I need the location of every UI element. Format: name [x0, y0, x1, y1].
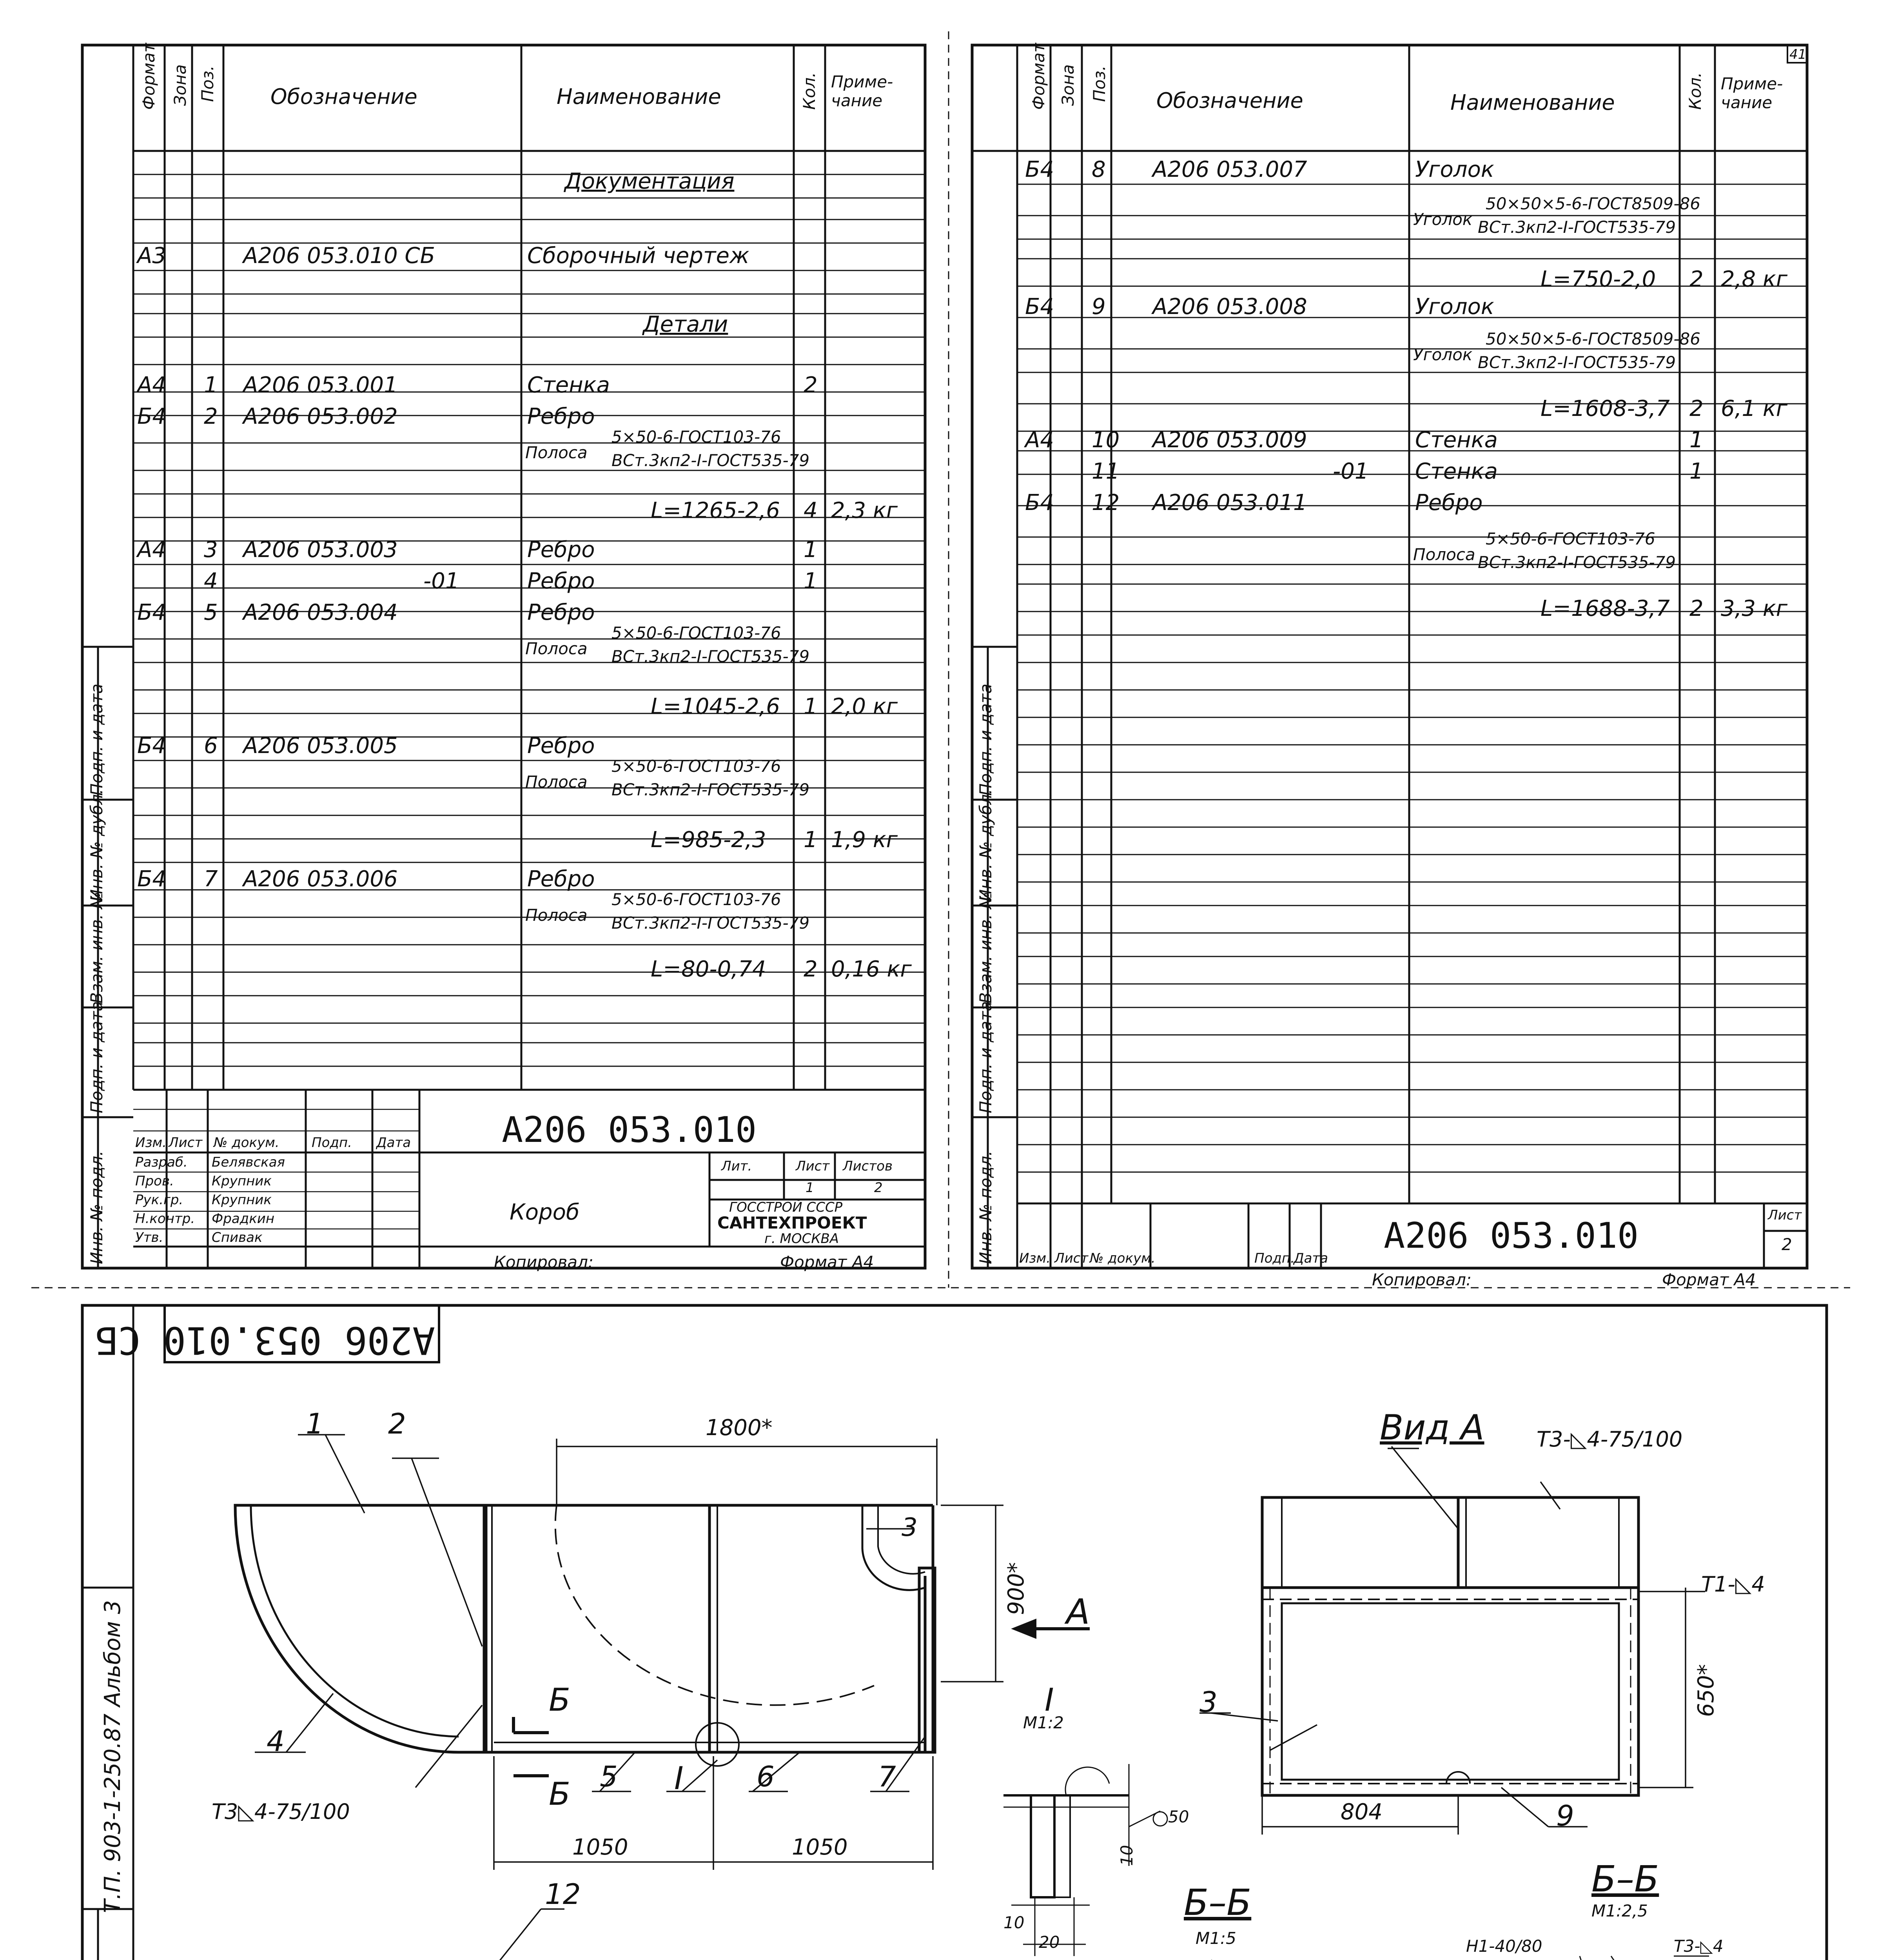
pos-3: 3 [902, 1513, 918, 1542]
pos-6: 6 [757, 1760, 775, 1793]
row-name: Уголок [1415, 157, 1494, 182]
tb1-person: Крупник [212, 1192, 272, 1208]
pos-12: 12 [545, 1878, 581, 1911]
row-name: Ребро [1415, 490, 1483, 515]
row-length: L=80-0,74 [651, 956, 766, 982]
section-vv-title: Б–Б [1591, 1858, 1659, 1900]
row-name: Стенка [1415, 427, 1498, 453]
tb1-role: Н.контр. [135, 1211, 195, 1227]
row-qty: 1 [804, 694, 818, 719]
header-name: Наименование [557, 84, 721, 109]
material-label: Полоса [525, 639, 588, 658]
detail-d50: 50 [1168, 1807, 1189, 1826]
row-qty: 1 [1689, 459, 1704, 484]
detail-d20: 20 [1039, 1933, 1060, 1952]
header-designation: Обозначение [270, 84, 417, 109]
s2-header-format: Формат [1029, 43, 1048, 110]
section-b-top: Б [549, 1682, 570, 1718]
row-note: 2,0 кг [831, 694, 898, 719]
spec2-frame [972, 45, 1807, 1268]
row-format: А4 [137, 537, 166, 563]
album-note: Т.П. 903-1-250.87 Альбом 3 [100, 1600, 125, 1913]
row-format: Б4 [137, 733, 167, 759]
header-qty: Кол. [800, 72, 819, 110]
pos-5: 5 [600, 1760, 618, 1793]
row-pos: 7 [204, 866, 218, 892]
tb1-copied: Копировал: [494, 1252, 594, 1272]
s2-side-label-4: Подп. и дата [976, 1001, 995, 1113]
s2-header-name: Наименование [1450, 90, 1615, 115]
weld-top: Т3-◺4-75/100 [1537, 1427, 1683, 1452]
tb2-col-3: Подп. [1254, 1250, 1295, 1266]
tb1-role: Утв. [135, 1230, 163, 1245]
tb1-person: Белявская [212, 1154, 285, 1170]
section-b-bottom: Б [549, 1776, 570, 1812]
row-qty: 1 [804, 827, 818, 853]
section-bb-scale: М1:5 [1196, 1929, 1236, 1948]
tb2-col-2: № докум. [1090, 1250, 1156, 1266]
row-name: Стенка [1415, 459, 1498, 484]
material-line1: 5×50-6-ГОСТ103-76 [1486, 529, 1655, 548]
material-label: Уголок [1413, 345, 1473, 364]
detail-i [1003, 1764, 1167, 1956]
tb1-person: Спивак [212, 1230, 263, 1245]
s2-side-label-1: Подп. и дата [976, 683, 995, 796]
tb2-col-1: Лист [1054, 1250, 1089, 1266]
s2-side-label-3: Взам. инв. № [976, 891, 995, 1004]
material-line1: 5×50-6-ГОСТ103-76 [611, 623, 781, 642]
row-pos: 6 [204, 733, 218, 759]
s2-header-note: Приме-чание [1721, 74, 1783, 112]
row-length: L=1265-2,6 [651, 498, 780, 523]
row-designation: -01 [423, 568, 459, 594]
tb1-role: Пров. [135, 1173, 174, 1189]
s2-header-pos: Поз. [1090, 65, 1109, 102]
row-length: L=1688-3,7 [1541, 596, 1670, 621]
row-format: А4 [1025, 427, 1054, 453]
pos-4: 4 [267, 1725, 285, 1758]
pos-9: 9 [1556, 1799, 1574, 1832]
detail-i-scale: М1:2 [1023, 1713, 1064, 1732]
tb1-col-4: Дата [376, 1135, 411, 1151]
spec2-code: А206 053.010 [1384, 1215, 1639, 1256]
row-designation: А206 053.010 СБ [243, 243, 435, 269]
row-qty: 1 [804, 537, 818, 563]
row-pos: 11 [1092, 459, 1120, 484]
section-vv-scale: М1:2,5 [1591, 1901, 1648, 1920]
tb1-org2: САНТЕХПРОЕКТ [717, 1213, 867, 1232]
row-name: Уголок [1415, 294, 1494, 319]
tb1-sheets: 2 [874, 1180, 883, 1196]
header-zone: Зона [171, 64, 190, 106]
row-note: 0,16 кг [831, 956, 912, 982]
row-qty: 2 [1689, 596, 1704, 621]
detail-d10a: 10 [1117, 1845, 1136, 1866]
material-line1: 50×50×5-6-ГОСТ8509-86 [1486, 194, 1700, 213]
row-note: 2,3 кг [831, 498, 898, 523]
row-pos: 9 [1092, 294, 1106, 319]
dim-900: 900* [1003, 1562, 1029, 1615]
side-label-3: Взам. инв. № [87, 891, 106, 1004]
row-length: L=750-2,0 [1541, 267, 1656, 292]
side-label-2: Инв. № дубл. [87, 789, 106, 902]
side-label-5: Инв. № подл. [87, 1151, 106, 1264]
tb1-person: Крупник [212, 1173, 272, 1189]
tb1-sheet-label: Лист [796, 1158, 830, 1174]
material-line2: ВСт.3кп2-I-ГОСТ535-79 [1478, 353, 1676, 372]
material-line2: ВСт.3кп2-I-ГОСТ535-79 [611, 647, 810, 666]
section-vv-h1-40: Н1-40/80 [1466, 1936, 1542, 1956]
material-line2: ВСт.3кп2-I-ГОСТ535-79 [611, 780, 810, 799]
row-designation: А206 053.007 [1152, 157, 1307, 182]
weld-t1: Т1-◺4 [1701, 1572, 1765, 1597]
row-designation: А206 053.008 [1152, 294, 1307, 319]
row-format: А4 [137, 372, 166, 398]
row-pos: 10 [1092, 427, 1120, 453]
sheet-number: 41 [1789, 47, 1807, 62]
row-pos: 3 [204, 537, 218, 563]
row-format: А3 [137, 243, 166, 269]
tb1-org3: г. МОСКВА [764, 1231, 839, 1247]
material-label: Полоса [525, 772, 588, 791]
row-qty: 1 [804, 568, 818, 594]
row-qty: 4 [804, 498, 818, 523]
tb1-col-2: № докум. [214, 1135, 279, 1151]
dim-650: 650* [1693, 1664, 1719, 1717]
s2-header-qty: Кол. [1686, 72, 1705, 110]
weld-left: Т3◺4-75/100 [212, 1799, 350, 1824]
material-line1: 5×50-6-ГОСТ103-76 [611, 757, 781, 776]
row-pos: 1 [204, 372, 218, 398]
plan-view [235, 1505, 935, 1752]
tb2-col-0: Изм. [1019, 1250, 1051, 1266]
stamp-rotated: А206 053.010 СБ [95, 1318, 435, 1362]
tb1-col-3: Подп. [312, 1135, 352, 1151]
tb1-sheet: 1 [806, 1180, 814, 1196]
section-details: Детали [643, 312, 728, 337]
row-length: L=1608-3,7 [1541, 396, 1670, 421]
dim-1050a: 1050 [572, 1835, 628, 1860]
detail-i-mark: I [1045, 1682, 1054, 1718]
row-length: L=1045-2,6 [651, 694, 780, 719]
tb1-sheets-label: Листов [843, 1158, 893, 1174]
row-note: 6,1 кг [1721, 396, 1788, 421]
pos-3b: 3 [1199, 1686, 1218, 1719]
row-qty: 1 [1689, 427, 1704, 453]
row-qty: 2 [804, 956, 818, 982]
material-line2: ВСт.3кп2-I-ГОСТ535-79 [1478, 218, 1676, 237]
spec2-sheet: 2 [1782, 1235, 1792, 1254]
spec1-code: А206 053.010 [502, 1109, 757, 1151]
dim-804a: 804 [1341, 1799, 1383, 1825]
tb1-col-1: Лист [169, 1135, 203, 1151]
row-name: Ребро [527, 600, 595, 625]
callout-i: I [674, 1760, 684, 1797]
spec2-sheet-label: Лист [1768, 1207, 1802, 1223]
section-vv-t3: Т3-◺4 [1674, 1936, 1724, 1956]
s2-side-label-5: Инв. № подл. [976, 1151, 995, 1264]
s2-header-zone: Зона [1058, 64, 1078, 106]
dim-1050b: 1050 [792, 1835, 848, 1860]
row-format: Б4 [137, 600, 167, 625]
row-designation: А206 053.001 [243, 372, 398, 398]
row-qty: 2 [1689, 396, 1704, 421]
s2-side-label-2: Инв. № дубл. [976, 789, 995, 902]
s2-header-designation: Обозначение [1156, 88, 1303, 113]
row-pos: 12 [1092, 490, 1120, 515]
row-name: Ребро [527, 568, 595, 594]
pos-7: 7 [878, 1760, 896, 1793]
header-format: Формат [139, 43, 158, 110]
row-qty: 2 [804, 372, 818, 398]
row-designation: А206 053.009 [1152, 427, 1307, 453]
section-bb-title: Б–Б [1184, 1882, 1252, 1924]
material-line1: 50×50×5-6-ГОСТ8509-86 [1486, 329, 1700, 348]
section-vv [1486, 1956, 1740, 1960]
detail-d10b: 10 [1003, 1913, 1025, 1932]
row-name: Сборочный чертеж [527, 243, 749, 269]
side-label-1: Подп. и дата [87, 683, 106, 796]
row-format: Б4 [137, 866, 167, 892]
row-format: Б4 [1025, 490, 1054, 515]
row-designation: А206 053.003 [243, 537, 398, 563]
row-designation: А206 053.002 [243, 404, 398, 429]
row-length: L=985-2,3 [651, 827, 766, 853]
tb1-org1: ГОССТРОЙ СССР [729, 1200, 843, 1215]
tb2-col-4: Дата [1294, 1250, 1328, 1266]
row-designation: А206 053.004 [243, 600, 398, 625]
row-pos: 2 [204, 404, 218, 429]
dim-1800: 1800* [706, 1415, 773, 1441]
tb1-role: Разраб. [135, 1154, 188, 1170]
row-name: Ребро [527, 404, 595, 429]
row-name: Ребро [527, 866, 595, 892]
header-pos: Поз. [198, 65, 217, 102]
material-label: Полоса [525, 906, 588, 925]
view-a-title: Вид А [1380, 1407, 1484, 1448]
arrow-a-label: А [1066, 1592, 1090, 1632]
material-line2: ВСт.3кп2-I-ГОСТ535-79 [611, 451, 810, 470]
material-label: Уголок [1413, 210, 1473, 229]
row-note: 1,9 кг [831, 827, 898, 853]
drawing-frame [82, 1305, 1827, 1960]
row-format: Б4 [1025, 157, 1054, 182]
row-name: Ребро [527, 733, 595, 759]
material-line1: 5×50-6-ГОСТ103-76 [611, 427, 781, 446]
row-note: 3,3 кг [1721, 596, 1788, 621]
row-qty: 2 [1689, 267, 1704, 292]
section-documentation: Документация [564, 169, 735, 194]
row-name: Ребро [527, 537, 595, 563]
material-label: Полоса [525, 443, 588, 462]
row-designation: А206 053.005 [243, 733, 398, 759]
material-line2: ВСт.3кп2-I-ГОСТ535-79 [611, 913, 810, 933]
tb1-format: Формат А4 [780, 1252, 874, 1272]
tb1-lit-label: Лит. [721, 1158, 752, 1174]
view-a [1262, 1497, 1638, 1795]
tb2-copied: Копировал: [1372, 1270, 1472, 1289]
tb2-format: Формат А4 [1662, 1270, 1756, 1289]
row-format: Б4 [1025, 294, 1054, 319]
side-label-4: Подп. и дата [87, 1001, 106, 1113]
row-format: Б4 [137, 404, 167, 429]
tb1-role: Рук.гр. [135, 1192, 183, 1208]
pos-2: 2 [388, 1407, 406, 1440]
row-designation: -01 [1333, 459, 1369, 484]
spec1-product-name: Короб [510, 1200, 580, 1225]
row-name: Стенка [527, 372, 610, 398]
row-pos: 8 [1092, 157, 1106, 182]
row-designation: А206 053.006 [243, 866, 398, 892]
row-note: 2,8 кг [1721, 267, 1788, 292]
material-label: Полоса [1413, 545, 1475, 564]
tb1-col-0: Изм. [135, 1135, 167, 1151]
tb1-person: Фрадкин [212, 1211, 275, 1227]
row-designation: А206 053.011 [1152, 490, 1307, 515]
material-line1: 5×50-6-ГОСТ103-76 [611, 890, 781, 909]
header-note: Приме-чание [831, 72, 893, 110]
row-pos: 4 [204, 568, 218, 594]
row-pos: 5 [204, 600, 218, 625]
material-line2: ВСт.3кп2-I-ГОСТ535-79 [1478, 553, 1676, 572]
pos-1: 1 [306, 1407, 324, 1440]
